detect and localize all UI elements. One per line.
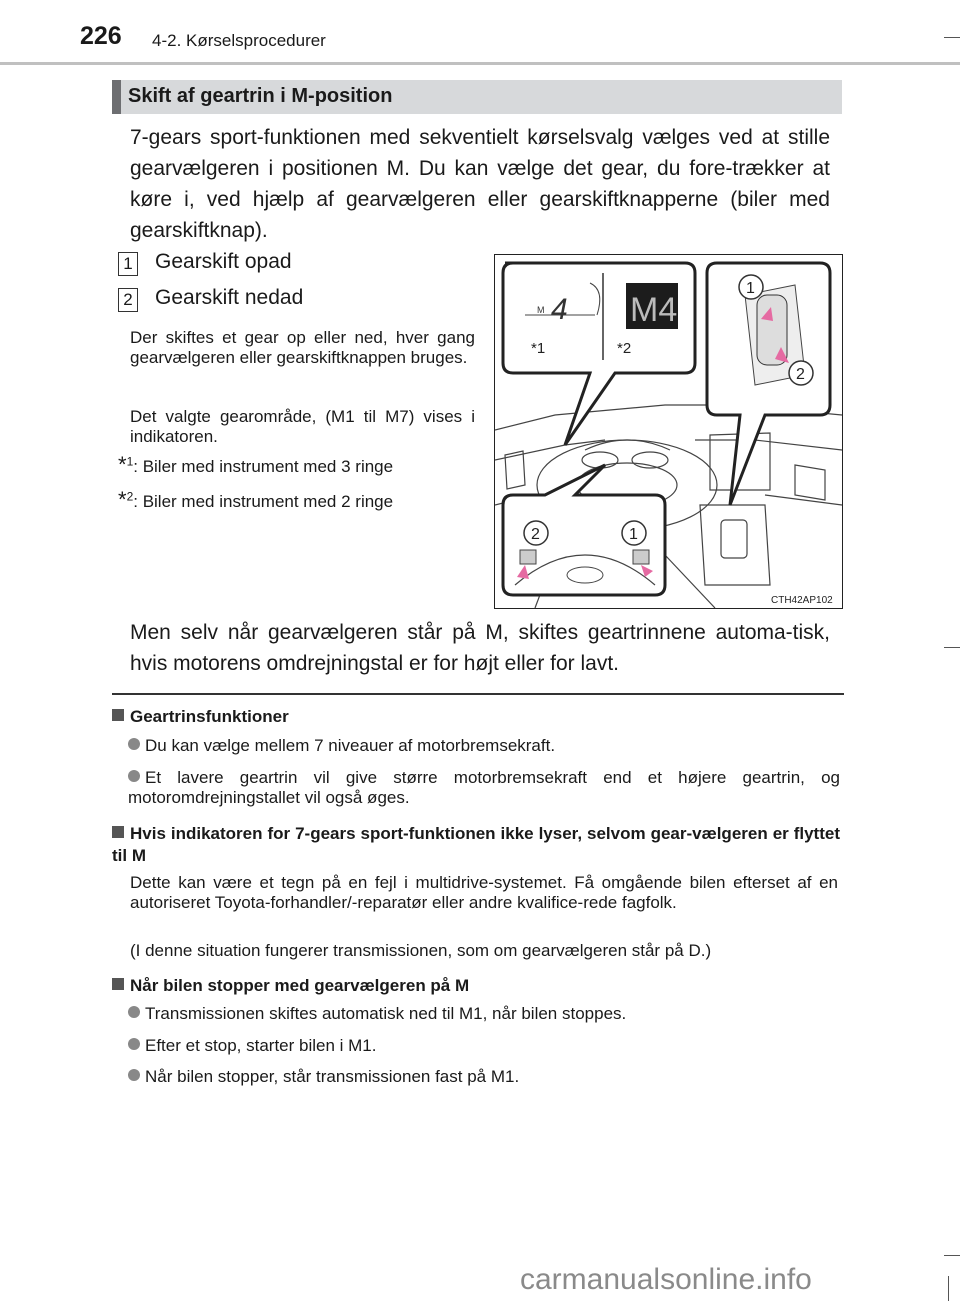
section-stop-m <box>112 976 469 996</box>
figure-code: CTH42AP102 <box>771 595 833 606</box>
section-indicator <box>112 823 840 867</box>
bullet-text: Du kan vælge mellem 7 niveauer af motorbremsekraft. <box>145 736 556 755</box>
star2-label: *2 <box>617 340 632 357</box>
gearshift-illustration <box>494 254 843 609</box>
note-gear-step: Der skiftes et gear op eller ned, hver gang gearvælgeren eller gearskiftknappen bruges. <box>130 328 475 367</box>
footnote-star: * <box>118 452 127 477</box>
paddle-callout-2: 2 <box>531 526 540 543</box>
footnote-1 <box>118 452 393 478</box>
header-rule <box>0 62 960 65</box>
circle-bullet-icon <box>128 1069 140 1081</box>
section-title-geartrin: Geartrinsfunktioner <box>130 707 289 726</box>
paragraph-fault: Dette kan være et tegn på en fejl i multidrive-systemet. Få omgående bilen efterset af en autoriseret Toyota-forhandler/-reparatør eller andre kvalifice-rede fagfolk. <box>130 873 838 912</box>
circle-bullet-icon <box>128 770 140 782</box>
crop-mark <box>944 647 960 648</box>
circle-bullet-icon <box>128 1006 140 1018</box>
footnote-sup: 2 <box>126 489 134 504</box>
crop-mark <box>944 1255 960 1256</box>
auto-shift-paragraph: Men selv når gearvælgeren står på M, skiftes geartrinnene automa-tisk, hvis motorens omdrejningstal er for højt eller for lavt. <box>130 621 830 675</box>
m4-display: M4 <box>630 291 678 329</box>
circle-bullet-icon <box>128 738 140 750</box>
illustration-svg <box>495 255 842 608</box>
section-title: 4-2. Kørselsprocedurer <box>152 31 326 50</box>
watermark: carmanualsonline.info <box>520 1263 812 1296</box>
square-bullet-icon <box>112 978 124 990</box>
bullet-text: Når bilen stopper, står transmissionen fast på M1. <box>145 1067 520 1086</box>
bullet-text: Et lavere geartrin vil give større motorbremsekraft end et højere geartrin, og motoromdrejningstallet vil også øges. <box>128 768 840 807</box>
crop-mark <box>948 1276 949 1301</box>
gear-digit: 4 <box>551 293 568 326</box>
square-bullet-icon <box>112 709 124 721</box>
footnote-sup: 1 <box>126 454 134 469</box>
indicator-callout <box>503 263 695 445</box>
section-title-indicator: Hvis indikatoren for 7-gears sport-funktionen ikke lyser, selvom gear-vælgeren er flyttet til M <box>112 824 840 865</box>
page-heading: Skift af geartrin i M-position <box>128 85 393 107</box>
item-number-2: 2 <box>118 288 138 312</box>
footnote-star: * <box>118 487 127 512</box>
lever-callout-2: 2 <box>796 366 805 383</box>
circle-bullet-icon <box>128 1038 140 1050</box>
note-gear-range: Det valgte gearområde, (M1 til M7) vises i indikatoren. <box>130 407 475 446</box>
paddle-callout-1: 1 <box>629 526 638 543</box>
bullet-stop-3 <box>128 1067 519 1087</box>
m-small-label: M <box>537 305 545 315</box>
item-label-gearshift-down: Gearskift nedad <box>155 286 304 309</box>
intro-paragraph: 7-gears sport-funktionen med sekventielt kørselsvalg vælges ved at stille gearvælgeren i positionen M. Du kan vælge det gear, du fore-trækker at køre i, ved hjælp af gearvælgeren eller gearskiftknapperne (biler med gearskiftknap). <box>130 126 830 242</box>
bullet-stop-1 <box>128 1004 626 1024</box>
footnote-2 <box>118 487 393 513</box>
paragraph-transmission-d: (I denne situation fungerer transmissionen, som om gearvælgeren står på D.) <box>130 941 712 960</box>
footnote-text: : Biler med instrument med 3 ringe <box>133 457 394 476</box>
lever-callout-1: 1 <box>746 280 755 297</box>
star1-label: *1 <box>531 340 546 357</box>
bullet-geartrin-1 <box>128 736 848 756</box>
section-geartrin <box>112 707 289 727</box>
bullet-text: Transmissionen skiftes automatisk ned til M1, når bilen stoppes. <box>145 1004 627 1023</box>
square-bullet-icon <box>112 826 124 838</box>
item-number-1: 1 <box>118 252 138 276</box>
bullet-text: Efter et stop, starter bilen i M1. <box>145 1036 377 1055</box>
page-number: 226 <box>80 22 122 50</box>
section-title-stop-m: Når bilen stopper med gearvælgeren på M <box>130 976 470 995</box>
crop-mark <box>944 37 960 38</box>
section-divider <box>112 693 844 695</box>
item-label-gearshift-up: Gearskift opad <box>155 250 292 273</box>
bullet-geartrin-2 <box>128 768 840 808</box>
gear-lever-callout <box>707 263 830 505</box>
footnote-text: : Biler med instrument med 2 ringe <box>133 492 394 511</box>
paddle-callout <box>503 465 665 595</box>
bullet-stop-2 <box>128 1036 376 1056</box>
